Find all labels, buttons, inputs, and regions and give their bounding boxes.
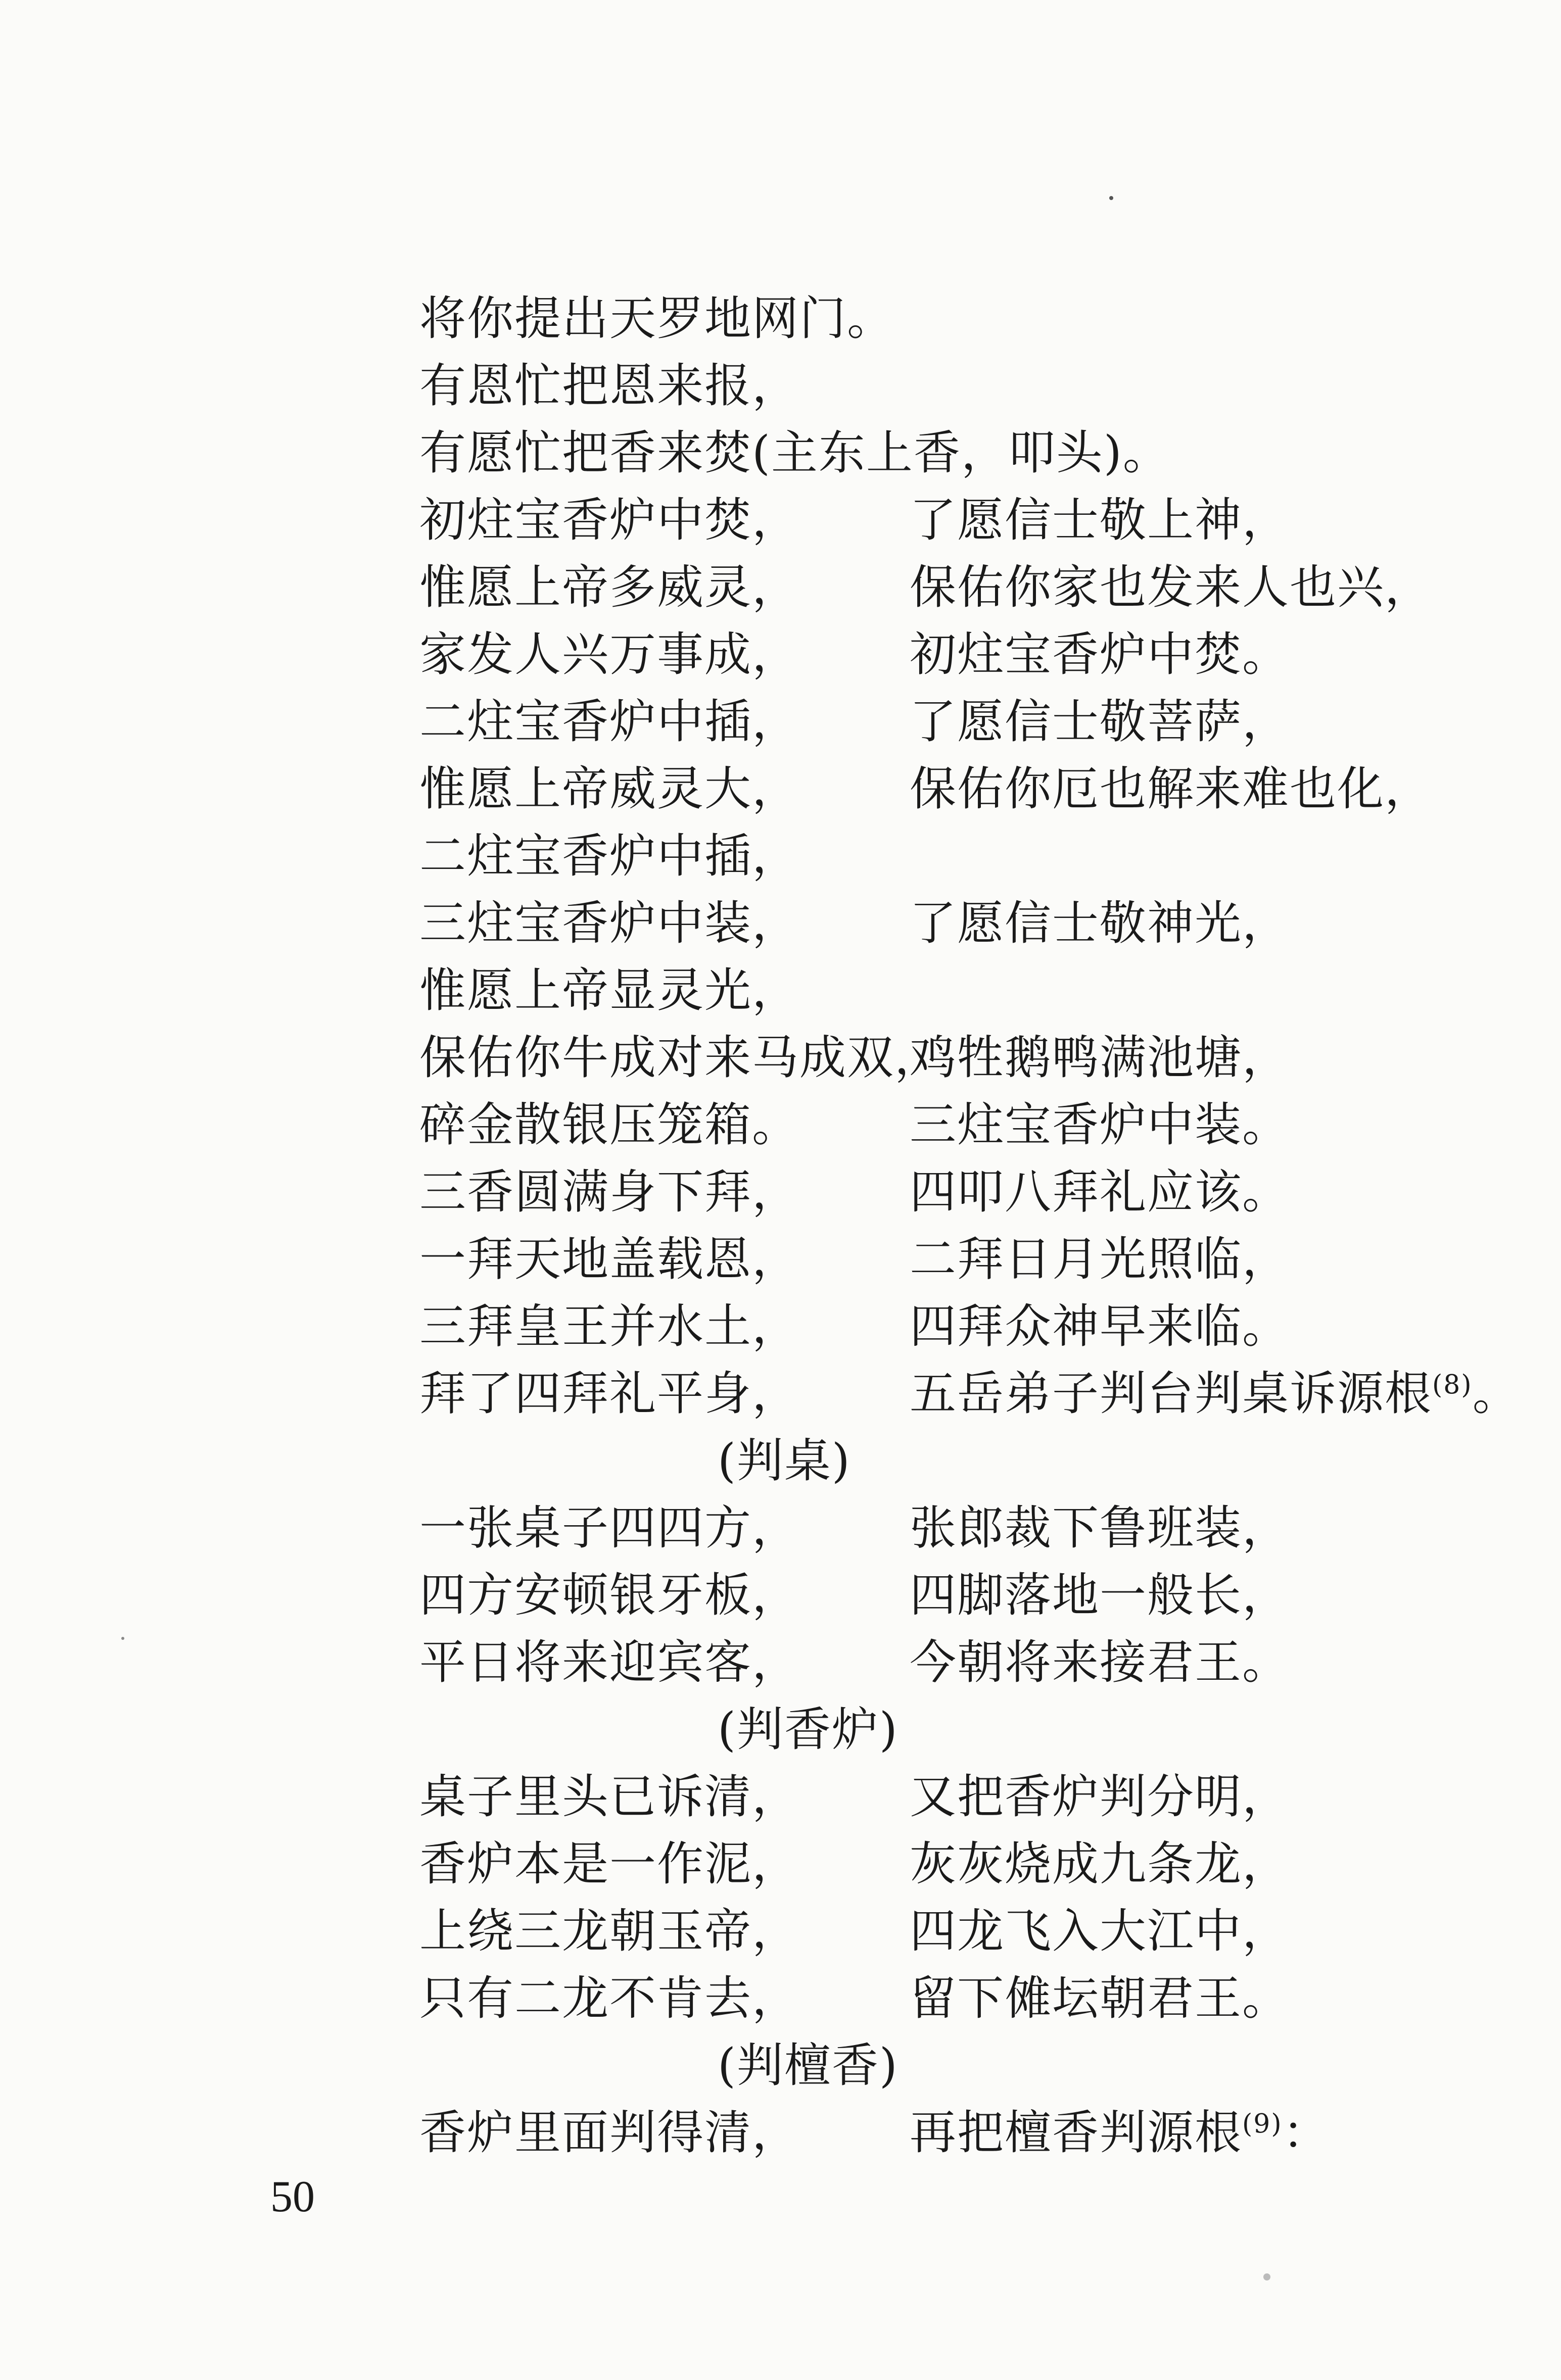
text-line-left: 二炷宝香炉中插， (419, 829, 800, 883)
text-line-left: 有愿忙把香来焚(主东上香，叩头)。 (419, 426, 1170, 480)
text-line-left: 二炷宝香炉中插， (419, 695, 800, 749)
text-line-left: 惟愿上帝多威灵， (419, 560, 800, 614)
text-line-left: 一拜天地盖载恩， (419, 1232, 800, 1286)
text-line-left: 拜了四拜礼平身， (419, 1367, 800, 1421)
text-line-right: 又把香炉判分明， (910, 1770, 1290, 1824)
text-line-right: 鸡牲鹅鸭满池塘， (910, 1031, 1290, 1085)
text-line-right (910, 2106, 1330, 2160)
text-line-right: 四脚落地一般长， (910, 1568, 1290, 1622)
text-line-left: 将你提出天罗地网门。 (419, 292, 895, 346)
text-line-right: 张郎裁下鲁班装， (910, 1501, 1290, 1555)
text-line-left: 惟愿上帝显灵光， (419, 963, 800, 1017)
text-line-right: 初炷宝香炉中焚。 (910, 627, 1290, 682)
page-number: 50 (270, 2172, 315, 2221)
text-segment: ： (1282, 2106, 1330, 2160)
text-line-right: 了愿信士敬菩萨， (910, 695, 1290, 749)
text-line-right: 今朝将来接君王。 (910, 1635, 1290, 1689)
section-heading: (判檀香) (718, 2038, 898, 2093)
text-line-left: 四方安顿银牙板， (419, 1568, 800, 1622)
text-segment: 五岳弟子判台判桌诉源根 (910, 1367, 1433, 1421)
text-line-left: 家发人兴万事成， (419, 627, 800, 682)
section-heading: (判香炉) (718, 1703, 898, 1757)
text-line-right: 四龙飞入大江中， (910, 1904, 1290, 1958)
scan-speck (1263, 2273, 1270, 2280)
text-line-right: 二拜日月光照临， (910, 1232, 1290, 1286)
text-line-right (910, 1367, 1520, 1421)
text-line-left: 平日将来迎宾客， (419, 1635, 800, 1689)
text-line-right: 灰灰烧成九条龙， (910, 1837, 1290, 1891)
text-line-left: 三炷宝香炉中装， (419, 896, 800, 950)
text-segment: 再把檀香判源根 (910, 2106, 1243, 2160)
text-line-left: 香炉本是一作泥， (419, 1837, 800, 1891)
text-line-left: 惟愿上帝威灵大， (419, 762, 800, 816)
footnote-marker: (9) (1242, 2109, 1283, 2140)
text-line-left: 初炷宝香炉中焚， (419, 493, 800, 547)
text-line-left: 香炉里面判得清， (419, 2106, 800, 2160)
text-line-right: 留下傩坛朝君王。 (910, 1971, 1290, 2025)
text-line-left: 三拜皇王并水土， (419, 1299, 800, 1353)
text-line-right: 了愿信士敬上神， (910, 493, 1290, 547)
text-line-right: 保佑你家也发来人也兴， (910, 560, 1433, 614)
text-line-right: 四拜众神早来临。 (910, 1299, 1290, 1353)
text-line-right: 保佑你厄也解来难也化， (910, 762, 1433, 816)
scan-speck (121, 1637, 124, 1640)
text-line-right: 四叩八拜礼应该。 (910, 1165, 1290, 1219)
text-line-left: 保佑你牛成对来马成双， (419, 1031, 942, 1085)
text-line-left: 有恩忙把恩来报， (419, 359, 800, 413)
text-line-left: 上绕三龙朝玉帝， (419, 1904, 800, 1958)
scan-speck (1109, 196, 1113, 200)
text-line-left: 碎金散银压笼箱。 (419, 1098, 800, 1152)
text-line-left: 只有二龙不肯去， (419, 1971, 800, 2025)
text-line-left: 一张桌子四四方， (419, 1501, 800, 1555)
footnote-marker: (8) (1432, 1370, 1473, 1400)
text-line-left: 桌子里头已诉清， (419, 1770, 800, 1824)
section-heading: (判桌) (718, 1434, 851, 1488)
text-line-right: 了愿信士敬神光， (910, 896, 1290, 950)
text-segment: 。 (1472, 1367, 1520, 1421)
text-line-right: 三炷宝香炉中装。 (910, 1098, 1290, 1152)
text-line-left: 三香圆满身下拜， (419, 1165, 800, 1219)
